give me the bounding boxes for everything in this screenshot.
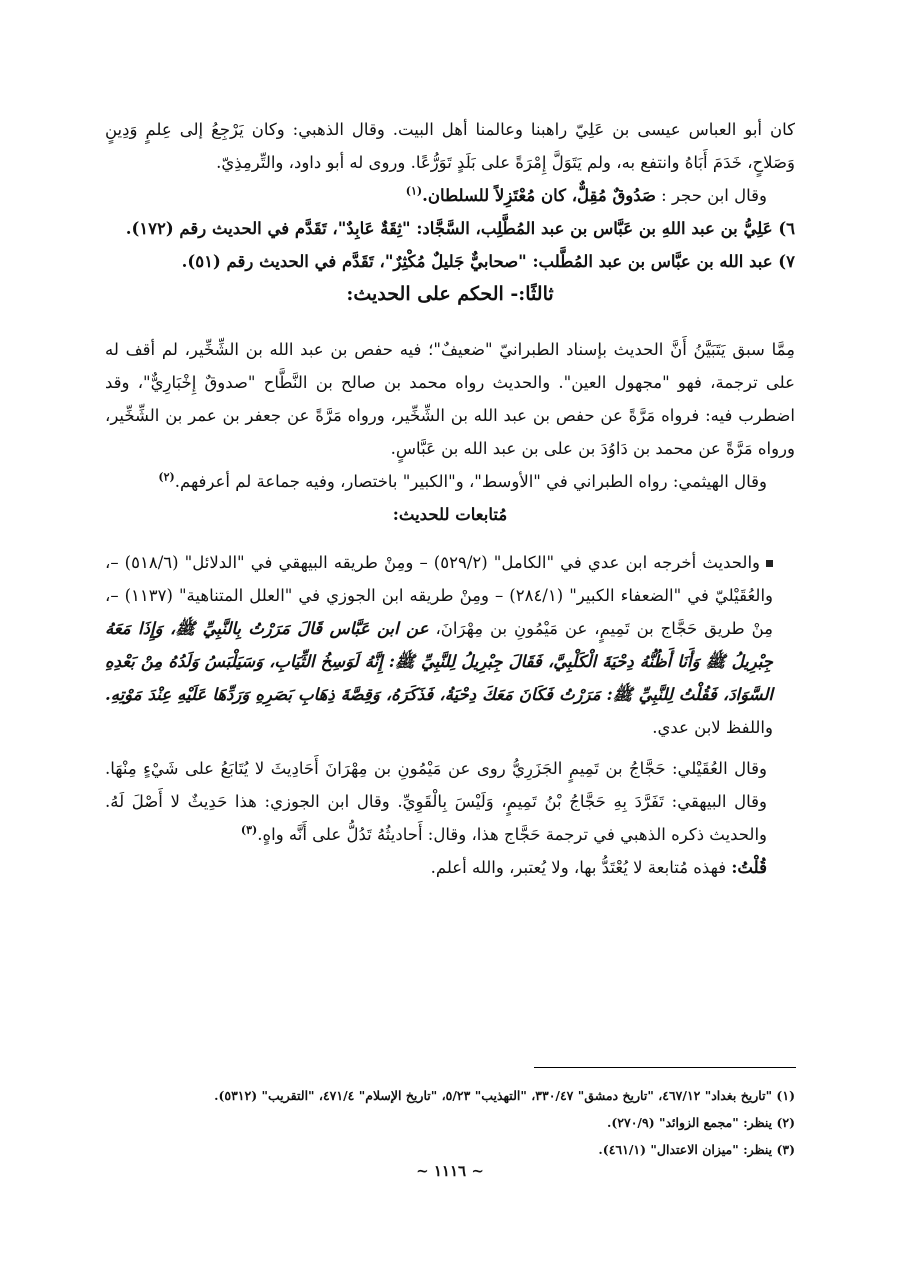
narrator-7 <box>105 245 795 278</box>
heading-hadith-ruling: ثالثًا:- الحكم على الحديث: <box>346 283 554 305</box>
hadith-text: عن ابن عَبَّاس قَالَ مَرَرْتُ بِالنَّبِيِّ ﷺ، وَإِذَا مَعَهُ جِبْرِيلُ ﷺ وَأَنَا أَظُنُّهُ دِحْيَةَ الْكَلْبِيَّ، فَقَالَ جِبْرِيلُ لِلنَّبِيِّ ﷺ: إِنَّهُ لَوَسِخُ الثِّيَابِ، وَسَيَلْبَسُ وَلَدُهُ مِنْ بَعْدِهِ السَّوَادَ، فَقُلْتُ لِلنَّبِيِّ ﷺ: مَرَرْتُ فَكَانَ مَعَكَ دِحْيَةُ، فَذَكَرَهُ، وَقِصَّةَ ذِهَابِ بَصَرِهِ وَرَدِّهَا عَلَيْهِ عِنْدَ مَوْتِهِ. <box>105 619 773 704</box>
narrator-7-name: ٧) عبد الله بن عبَّاس بن عبد المُطَّلب: <box>532 252 795 271</box>
ibn-hajar-intro: وقال ابن حجر : <box>655 186 767 205</box>
paragraph-ibn-adi <box>105 546 795 744</box>
narrator-6 <box>105 212 795 245</box>
footnote-separator <box>534 1067 796 1068</box>
footnote-2: (٢) ينظر: "مجمع الزوائد" (٢٧٠/٩). <box>607 1115 795 1130</box>
paragraph-ruling: مِمَّا سبق يَتَبَيَّنُ أَنَّ الحديث بإسناد الطبرانيّ "ضعيفٌ"؛ فيه حفص بن عبد الله بن الشِّخِّير، لم أقف له على ترجمة، فهو "مجهول العين". والحديث رواه محمد بن صالح بن النَّطَّاح "صدوقٌ إِخْبَارِيٌّ"، وقد اضطرب فيه: فرواه مَرَّةً عن حفص بن عبد الله بن الشِّخِّير، ورواه مَرَّةً عن جعفر بن عمر بن الشِّخِّير، ورواه مَرَّةً عن محمد بن دَاوُدَ بن على بن عبد الله بن عَبَّاسٍ. <box>105 340 795 458</box>
heading-corroborations: مُتابعات للحديث: <box>392 505 508 524</box>
section-corroborations <box>105 546 795 884</box>
paragraph-isa-bio: كان أبو العباس عيسى بن عَلِيّ راهبنا وعالمنا أهل البيت. وقال الذهبي: وكان يَرْجِعُ إلى عِلمٍ وَدِينٍ وَصَلاحٍ، خَدَمَ أَبَاهُ وانتفع به، ولم يَتَوَلَّ إِمْرَةً على بَلَدٍ تَوَرُّعًا. وروى له أبو داود، والتِّرمِذِيّ. <box>105 120 795 172</box>
bullet-square-icon <box>766 560 773 567</box>
paragraph-uqayli <box>105 752 795 851</box>
footnote-1: (١) "تاريخ بغداد" ٤٦٧/١٢، "تاريخ دمشق" ٣٣٠/٤٧، "التهذيب" ٥/٢٣، "تاريخ الإسلام" ٤٧١/٤، "التقريب" (٥٣١٢). <box>214 1088 795 1103</box>
footnote-3: (٣) ينظر: "ميزان الاعتدال" (٤٦١/١). <box>598 1142 795 1157</box>
footnote-ref-3: (٣) <box>240 823 258 837</box>
narrator-7-grade: "صحابيٌّ جَليلٌ مُكْثِرٌ"، تَقَدَّم في الحديث رقم (٥١). <box>181 252 533 271</box>
paragraph-conclusion <box>105 851 795 884</box>
section-ruling <box>105 333 795 531</box>
paragraph-ibn-hajar <box>105 179 795 212</box>
ibn-hajar-verdict: صَدُوقٌ مُقِلٌّ، كان مُعْتَزِلاً للسلطان. <box>422 186 656 205</box>
ibn-adi-takhrij: والحديث أخرجه ابن عدي في "الكامل" (٥٢٩/٢) – ومِنْ طريقه البيهقي في "الدلائل" (٥١٨/٦) –، والعُقَيْليّ في "الضعفاء الكبير" (٢٨٤/١) – ومِنْ طريقه ابن الجوزي في "العلل المتناهية" (١١٣٧) –، مِنْ طريق حَجَّاج بن تَمِيمٍ، عن مَيْمُونِ بن مِهْرَانَ، <box>105 553 773 638</box>
footnotes <box>105 1082 795 1163</box>
narrator-6-grade: "ثِقَةٌ عَابِدٌ"، تَقَدَّم في الحديث رقم (١٧٢). <box>125 219 417 238</box>
paragraph-haythami <box>105 465 795 498</box>
footnote-ref-2: (٢) <box>158 470 175 484</box>
conclusion-label: قُلْتُ: <box>731 858 767 877</box>
uqayli-text: وقال العُقَيْلي: حَجَّاجُ بن تَمِيمٍ الجَزَرِيُّ روى عن مَيْمُونِ بن مِهْرَانَ أَحَادِيثَ لا يُتَابَعُ على شَيْءٍ مِنْهَا. وقال البيهقي: تَفَرَّدَ بِهِ حَجَّاجُ بْنُ تَمِيمٍ، وَلَيْسَ بِالْقَوِيِّ. وقال ابن الجوزي: هذا حَدِيثٌ لا أَصْلَ لَهُ. والحديث ذكره الذهبي في ترجمة حَجَّاج هذا، وقال: أَحاديثُهُ تَدُلُّ على أَنَّه واهٍ. <box>105 759 767 844</box>
ibn-adi-wording: واللفظ لابن عدي. <box>652 718 773 737</box>
narrator-6-name: ٦) عَلِيُّ بن عبد اللهِ بن عَبَّاس بن عبد المُطَّلِب، السَّجَّاد: <box>416 219 795 238</box>
section-narrator-biographies <box>105 113 795 311</box>
conclusion-text: فهذه مُتابعة لا يُعْتَدُّ بها، ولا يُعتبر، والله أعلم. <box>430 858 732 877</box>
footnote-ref-1: (١) <box>405 184 423 198</box>
haythami-text: وقال الهيثمي: رواه الطبراني في "الأوسط"، و"الكبير" باختصار، وفيه جماعة لم أعرفهم. <box>174 472 767 491</box>
page-number: ~ ١١١٦ ~ <box>416 1162 484 1180</box>
